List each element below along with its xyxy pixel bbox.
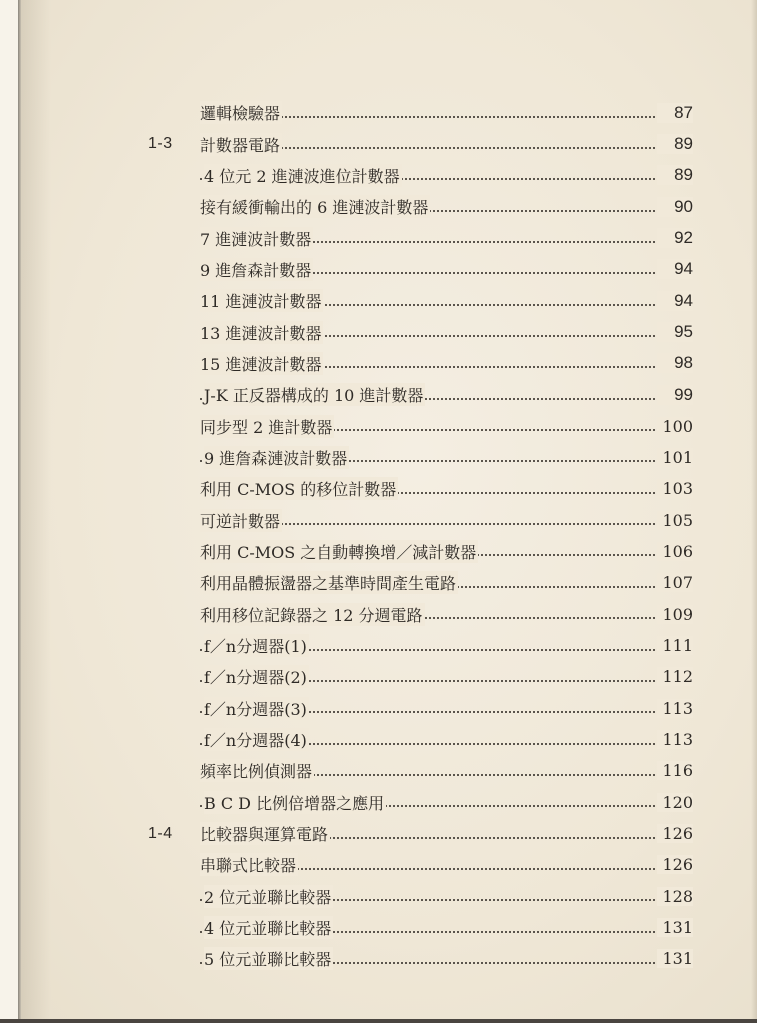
- toc-entry: [148, 473, 693, 504]
- toc-section-number: 1-3: [148, 135, 173, 153]
- toc-page-number: 109: [657, 605, 693, 624]
- toc-entry-title: 頻率比例偵測器: [200, 759, 314, 782]
- page-bottom-edge: [0, 1019, 757, 1023]
- toc-entry: [148, 536, 693, 567]
- toc-page-number: 90: [657, 197, 693, 217]
- toc-section-number: 1-4: [148, 824, 173, 842]
- toc-entry: [148, 222, 693, 253]
- toc-section-heading: [148, 818, 693, 849]
- toc-entry: [148, 755, 693, 786]
- toc-page-number: 92: [657, 228, 693, 248]
- toc-page-number: 120: [657, 793, 693, 812]
- toc-entry-title: 2 位元並聯比較器: [204, 885, 333, 908]
- toc-page-number: 111: [657, 636, 693, 655]
- toc-page-number: 128: [657, 887, 693, 906]
- toc-page-number: 112: [657, 667, 693, 686]
- toc-entry: [148, 849, 693, 880]
- toc-entry-title: 比較器與運算電路: [200, 822, 330, 845]
- toc-page-number: 87: [657, 103, 693, 123]
- toc-entry: [148, 912, 693, 943]
- toc-entry-title: 利用 C-MOS 的移位計數器: [200, 477, 398, 500]
- toc-entry-title: 9 進詹森漣波計數器: [204, 446, 349, 469]
- toc-entry-title: 接有緩衝輸出的 6 進漣波計數器: [200, 195, 430, 218]
- page-right-edge: [751, 0, 757, 1023]
- toc-page-number: 101: [657, 448, 693, 467]
- toc-entry-title: 利用 C-MOS 之自動轉換增／減計數器: [200, 540, 478, 563]
- toc-entry-title: 15 進漣波計數器: [200, 352, 323, 375]
- toc-entry: [148, 191, 693, 222]
- toc-entry-title: 可逆計數器: [200, 509, 282, 532]
- toc-page-number: 89: [657, 165, 693, 185]
- toc-entry: [148, 316, 693, 347]
- toc-page-number: 100: [657, 417, 693, 436]
- toc-entry-title: 11 進漣波計數器: [200, 289, 323, 312]
- toc-entry-title: 計數器電路: [200, 133, 282, 156]
- toc-entry-title: 4 位元 2 進漣波進位計數器: [204, 164, 402, 187]
- toc-page-number: 99: [657, 385, 693, 405]
- toc-page-number: 105: [657, 511, 693, 530]
- table-of-contents: [148, 97, 693, 975]
- toc-entry-title: f／n分週器(3): [204, 697, 309, 720]
- toc-entry: [148, 567, 693, 598]
- toc-entry: [148, 285, 693, 316]
- toc-entry: [148, 599, 693, 630]
- toc-entry: [148, 97, 693, 128]
- toc-page-number: 94: [657, 259, 693, 279]
- toc-entry-title: 利用晶體振盪器之基準時間產生電路: [200, 571, 458, 594]
- toc-page-number: 103: [657, 479, 693, 498]
- toc-entry: [148, 693, 693, 724]
- toc-entry-title: 串聯式比較器: [200, 853, 298, 876]
- toc-page-number: 107: [657, 573, 693, 592]
- toc-entry-title: 13 進漣波計數器: [200, 321, 323, 344]
- toc-page-number: 113: [657, 730, 693, 749]
- toc-entry-title: 9 進詹森計數器: [200, 258, 313, 281]
- toc-entry: [148, 348, 693, 379]
- toc-entry: [148, 724, 693, 755]
- page-spine-shadow: [21, 0, 51, 1023]
- toc-entry: [148, 254, 693, 285]
- toc-entry-title: 4 位元並聯比較器: [204, 916, 333, 939]
- toc-entry: [148, 160, 693, 191]
- toc-entry: [148, 661, 693, 692]
- toc-entry-title: f／n分週器(4): [204, 728, 309, 751]
- toc-entry: [148, 787, 693, 818]
- toc-entry: [148, 943, 693, 974]
- toc-entry-title: 同步型 2 進計數器: [200, 415, 334, 438]
- toc-page-number: 113: [657, 699, 693, 718]
- toc-entry: [148, 379, 693, 410]
- toc-entry-title: 邏輯檢驗器: [200, 101, 282, 124]
- toc-page-number: 94: [657, 291, 693, 311]
- toc-entry: [148, 881, 693, 912]
- toc-page-number: 126: [657, 824, 693, 843]
- page-spine-strip: [0, 0, 18, 1023]
- toc-page-number: 131: [657, 949, 693, 968]
- toc-entry-title: 7 進漣波計數器: [200, 227, 313, 250]
- toc-page-number: 126: [657, 855, 693, 874]
- toc-section-heading: [148, 128, 693, 159]
- toc-page-number: 116: [657, 761, 693, 780]
- toc-entry-title: f／n分週器(2): [204, 665, 309, 688]
- toc-entry-title: B C D 比例倍增器之應用: [204, 791, 386, 814]
- toc-entry-title: J-K 正反器構成的 10 進計數器: [204, 383, 425, 406]
- toc-entry: [148, 630, 693, 661]
- toc-page-number: 89: [657, 134, 693, 154]
- toc-entry-title: 5 位元並聯比較器: [204, 947, 333, 970]
- toc-page-number: 95: [657, 322, 693, 342]
- toc-page-number: 98: [657, 353, 693, 373]
- toc-page-number: 106: [657, 542, 693, 561]
- toc-entry: [148, 504, 693, 535]
- toc-entry: [148, 410, 693, 441]
- toc-entry: [148, 442, 693, 473]
- toc-page-number: 131: [657, 918, 693, 937]
- toc-entry-title: 利用移位記錄器之 12 分週電路: [200, 603, 425, 626]
- toc-entry-title: f／n分週器(1): [204, 634, 309, 657]
